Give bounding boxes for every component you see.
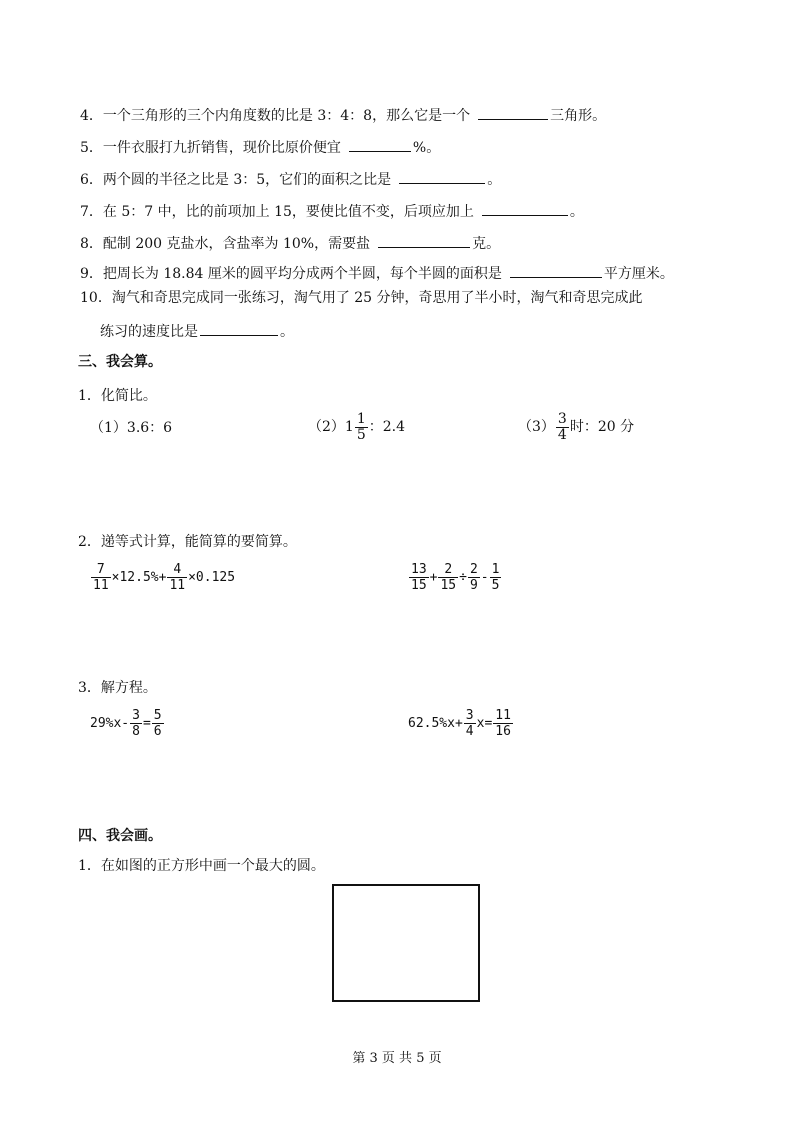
expression-text: 62.5%x+ <box>408 716 463 731</box>
question-text: 淘气和奇思完成同一张练习，淘气用了 25 分钟，奇思用了半小时，淘气和奇思完成此 <box>111 290 643 306</box>
question-number: 8． <box>80 236 103 252</box>
fraction <box>464 708 476 739</box>
fill-in-question <box>80 200 584 222</box>
ratio-expression: ：2.4 <box>368 419 406 435</box>
answer-blank[interactable] <box>478 104 548 120</box>
fraction <box>409 562 429 593</box>
section-title-draw: 四、我会画。 <box>78 828 162 844</box>
numerator: 1 <box>491 562 500 577</box>
question-text-end: 。 <box>280 324 294 340</box>
question-text-end: 克。 <box>472 236 501 252</box>
question-text-end: 三角形。 <box>550 108 607 124</box>
fill-in-question <box>80 232 500 254</box>
question-text-end: 。 <box>487 172 502 188</box>
question-text: 在 5：7 中，比的前项加上 15，要使比值不变，后项应加上 <box>102 204 474 220</box>
question-text-end: 平方厘米。 <box>603 266 674 282</box>
denominator: 15 <box>411 578 427 593</box>
operator: ÷ <box>459 570 467 585</box>
denominator: 5 <box>356 427 366 443</box>
fraction <box>167 562 187 593</box>
numerator: 3 <box>465 708 474 723</box>
operator: = <box>142 716 151 731</box>
question-number: 6． <box>80 172 103 188</box>
question-text: 练习的速度比是 <box>100 324 198 340</box>
answer-blank[interactable] <box>200 320 278 336</box>
question-number: 9． <box>80 266 103 282</box>
item-number: （3） <box>518 419 555 435</box>
denominator: 4 <box>465 724 474 739</box>
page-footer: 第 3 页 共 5 页 <box>352 1051 442 1066</box>
denominator: 15 <box>440 578 457 593</box>
answer-blank[interactable] <box>378 232 470 248</box>
section-title-calculate: 三、我会算。 <box>78 354 162 370</box>
fill-in-question <box>80 262 674 284</box>
equation-1 <box>90 708 165 739</box>
numerator: 3 <box>557 411 567 427</box>
expression-text: 29%x- <box>90 716 130 731</box>
denominator: 5 <box>491 578 500 593</box>
item-number: （1） <box>90 420 127 436</box>
question-number: 5． <box>80 140 103 156</box>
numerator: 4 <box>167 562 187 578</box>
answer-blank[interactable] <box>399 168 485 184</box>
denominator: 9 <box>469 578 478 593</box>
expression-text: ×12.5%+ <box>111 570 167 585</box>
question-number: 10． <box>80 290 112 306</box>
fraction <box>556 412 569 443</box>
denominator: 6 <box>153 724 162 739</box>
fraction <box>152 708 164 739</box>
expression-text: x= <box>476 716 493 731</box>
question-text: 一个三角形的三个内角度数的比是 3：4：8，那么它是一个 <box>102 108 471 124</box>
numerator: 2 <box>438 562 458 578</box>
q3-solve-equation-label: 3．解方程。 <box>78 680 157 696</box>
operator: - <box>480 570 489 585</box>
mixed-whole: 1 <box>344 419 354 435</box>
fraction <box>493 708 513 739</box>
ratio-item-1 <box>90 418 172 438</box>
ratio-expression: 3.6：6 <box>126 420 173 436</box>
numerator: 3 <box>132 708 140 723</box>
operator: + <box>429 570 438 585</box>
fraction <box>130 708 142 739</box>
numerator: 2 <box>469 562 478 577</box>
q1-simplify-ratio-label: 1．化简比。 <box>78 388 157 404</box>
numerator: 5 <box>153 708 162 723</box>
item-number: （2） <box>308 419 345 435</box>
question-text: 两个圆的半径之比是 3：5，它们的面积之比是 <box>102 172 392 188</box>
question-10-line1 <box>80 288 643 308</box>
denominator: 8 <box>132 724 140 739</box>
numerator: 11 <box>495 708 511 723</box>
equation-2 <box>408 708 514 739</box>
answer-blank[interactable] <box>349 136 411 152</box>
expression-text: ×0.125 <box>188 570 236 585</box>
fill-in-question <box>80 104 606 126</box>
question-text: 配制 200 克盐水，含盐率为 10%，需要盐 <box>102 236 371 252</box>
question-number: 4． <box>80 108 103 124</box>
question-text: 把周长为 18.84 厘米的圆平均分成两个半圆，每个半圆的面积是 <box>102 266 502 282</box>
ratio-item-2 <box>308 412 405 443</box>
fill-in-question <box>80 136 440 158</box>
numerator: 1 <box>356 411 366 427</box>
question-text-end: 。 <box>569 204 584 220</box>
numerator: 7 <box>91 562 111 578</box>
fraction <box>438 562 458 593</box>
fill-in-question <box>80 168 501 190</box>
ratio-item-3 <box>518 412 634 443</box>
fraction <box>355 412 368 443</box>
fraction <box>468 562 480 593</box>
numerator: 13 <box>411 562 427 577</box>
denominator: 16 <box>495 724 511 739</box>
question-number: 7． <box>80 204 103 220</box>
q1-draw-circle-label: 1．在如图的正方形中画一个最大的圆。 <box>78 858 325 874</box>
question-text: 一件衣服打九折销售，现价比原价便宜 <box>102 140 341 156</box>
question-text-end: %。 <box>412 140 441 156</box>
answer-blank[interactable] <box>510 262 602 278</box>
question-10-line2 <box>100 320 294 342</box>
answer-blank[interactable] <box>482 200 568 216</box>
calc-expression-2 <box>408 562 502 593</box>
fraction <box>490 562 502 593</box>
ratio-expression: 时：20 分 <box>569 419 635 435</box>
drawing-square-box[interactable] <box>332 884 480 1002</box>
fraction <box>91 562 111 593</box>
denominator: 11 <box>169 578 186 593</box>
denominator: 4 <box>557 427 567 443</box>
denominator: 11 <box>93 578 109 593</box>
calc-expression-1 <box>90 562 235 593</box>
q2-calculation-label: 2．递等式计算，能简算的要简算。 <box>78 534 297 550</box>
